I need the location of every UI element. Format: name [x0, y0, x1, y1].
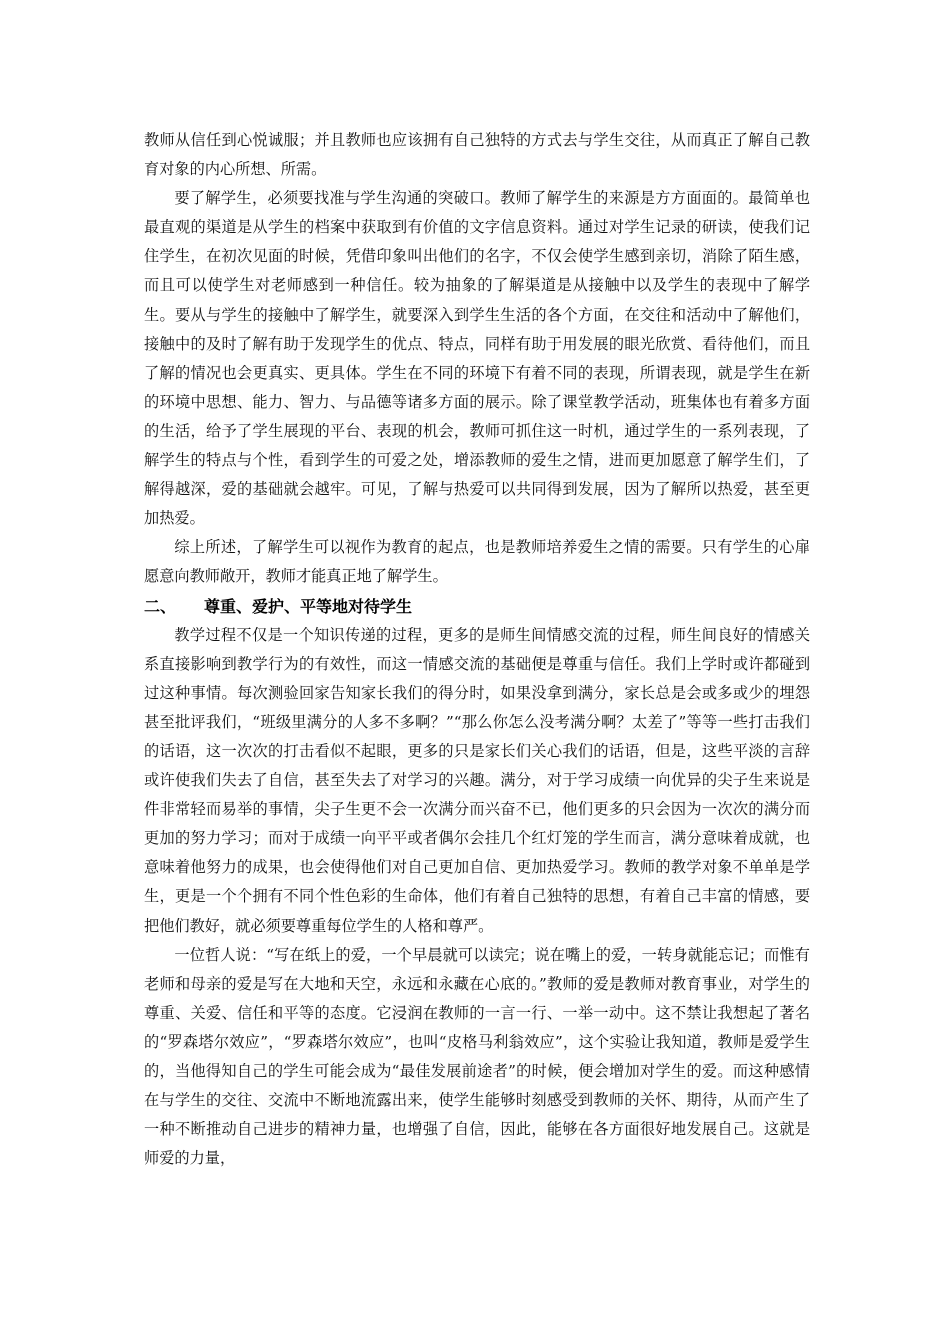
section-title: 尊重、爱护、平等地对待学生 [204, 596, 413, 616]
section-heading [144, 592, 810, 621]
paragraph: 教学过程不仅是一个知识传递的过程，更多的是师生间情感交流的过程，师生间良好的情感关系直接影响到教学行为的有效性，而这一情感交流的基础便是尊重与信任。我们上学时或许都碰到过这种事情。每次测验回家告知家长我们的得分时，如果没拿到满分，家长总是会或多或少的埋怨甚至批评我们，“班级里满分的人多不多啊？”“那么你怎么没考满分啊？太差了”等等一些打击我们的话语，这一次次的打击看似不起眼，更多的只是家长们关心我们的话语，但是，这些平淡的言辞或许使我们失去了自信，甚至失去了对学习的兴趣。满分，对于学习成绩一向优异的尖子生来说是件非常轻而易举的事情，尖子生更不会一次满分而兴奋不已，他们更多的只会因为一次次的满分而更加的努力学习；而对于成绩一向平平或者偶尔会挂几个红灯笼的学生而言，满分意味着成就，也意味着他努力的成果，也会使得他们对自己更加自信、更加热爱学习。教师的教学对象不单单是学生，更是一个个拥有不同个性色彩的生命体，他们有着自己独特的思想，有着自己丰富的情感，要把他们教好，就必须要尊重每位学生的人格和尊严。 [144, 625, 810, 935]
paragraph: 教师从信任到心悦诚服；并且教师也应该拥有自己独特的方式去与学生交往，从而真正了解自己教育对象的内心所想、所需。 [144, 131, 810, 179]
top-paragraphs [144, 126, 810, 592]
paragraph: 要了解学生，必须要找准与学生沟通的突破口。教师了解学生的来源是方方面面的。最简单也最直观的渠道是从学生的档案中获取到有价值的文字信息资料。通过对学生记录的研读，使我们记住学生，在初次见面的时候，凭借印象叫出他们的名字，不仅会使学生感到亲切，消除了陌生感，而且可以使学生对老师感到一种信任。较为抽象的了解渠道是从接触中以及学生的表现中了解学生。要从与学生的接触中了解学生，就要深入到学生生活的各个方面，在交往和活动中了解他们，接触中的及时了解有助于发现学生的优点、特点，同样有助于用发展的眼光欣赏、看待他们，而且了解的情况也会更真实、更具体。学生在不同的环境下有着不同的表现，所谓表现，就是学生在新的环境中思想、能力、智力、与品德等诸多方面的展示。除了课堂教学活动，班集体也有着多方面的生活，给予了学生展现的平台、表现的机会，教师可抓住这一时机，通过学生的一系列表现，了解学生的特点与个性，看到学生的可爱之处，增添教师的爱生之情，进而更加愿意了解学生们，了解得越深，爱的基础就会越牢。可见，了解与热爱可以共同得到发展，因为了解所以热爱，甚至更加热爱。 [144, 189, 810, 528]
paragraph: 一位哲人说：“写在纸上的爱，一个早晨就可以读完；说在嘴上的爱，一转身就能忘记；而惟有老师和母亲的爱是写在大地和天空，永远和永藏在心底的。”教师的爱是教师对教育事业，对学生的尊重、关爱、信任和平等的态度。它浸润在教师的一言一行、一举一动中。这不禁让我想起了著名的“罗森塔尔效应”，“罗森塔尔效应”，也叫“皮格马利翁效应”，这个实验让我知道，教师是爱学生的，当他得知自己的学生可能会成为“最佳发展前途者”的时候，便会增加对学生的爱。而这种感情在与学生的交往、交流中不断地流露出来，使学生能够时刻感受到教师的关怀、期待，从而产生了一种不断推动自己进步的精神力量，也增强了自信，因此，能够在各方面很好地发展自己。这就是师爱的力量， [144, 945, 810, 1168]
section-number: 二、 [144, 596, 177, 616]
paragraph: 综上所述，了解学生可以视作为教育的起点，也是教师培养爱生之情的需要。只有学生的心扉愿意向教师敞开，教师才能真正地了解学生。 [144, 538, 810, 586]
bottom-paragraphs [144, 621, 810, 1174]
document-page [144, 126, 810, 1173]
